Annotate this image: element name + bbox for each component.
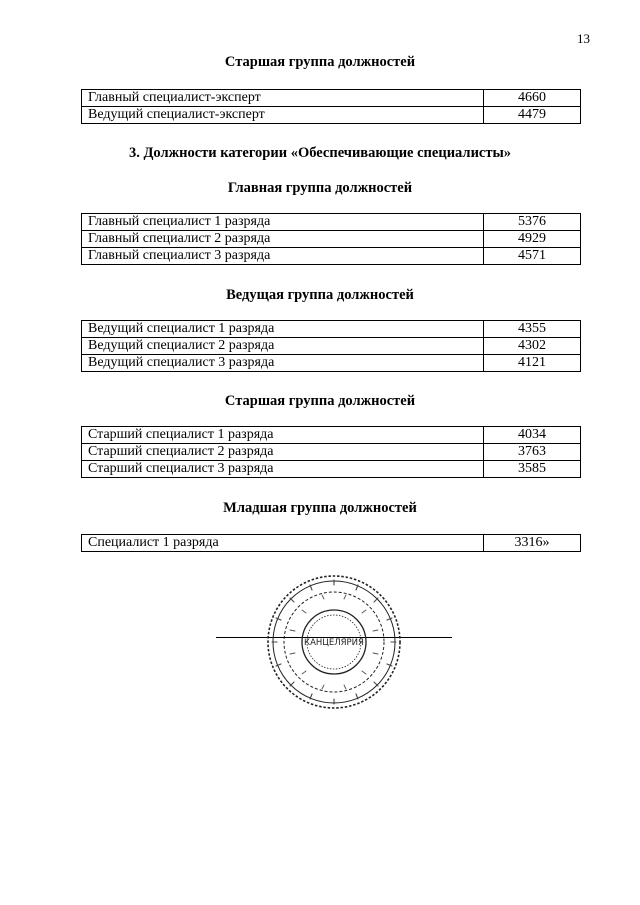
salary-value: 4929: [484, 231, 581, 248]
section-heading: Главная группа должностей: [227, 180, 413, 196]
position-title: Старший специалист 2 разряда: [82, 444, 484, 461]
section-heading: Ведущая группа должностей: [226, 287, 414, 303]
table-row: [82, 248, 581, 265]
salary-value: 5376: [484, 214, 581, 231]
salary-table: [81, 534, 581, 552]
section-heading: Старшая группа должностей: [224, 393, 416, 409]
position-title: Главный специалист 2 разряда: [82, 231, 484, 248]
position-title: Специалист 1 разряда: [82, 535, 484, 552]
salary-value: 4660: [484, 90, 581, 107]
table-row: [82, 461, 581, 478]
salary-value: 3316»: [484, 535, 581, 552]
position-title: Старший специалист 3 разряда: [82, 461, 484, 478]
salary-value: 4121: [484, 355, 581, 372]
salary-value: 3763: [484, 444, 581, 461]
salary-table: [81, 320, 581, 372]
position-title: Ведущий специалист-эксперт: [82, 107, 484, 124]
position-title: Ведущий специалист 2 разряда: [82, 338, 484, 355]
category-heading: 3. Должности категории «Обеспечивающие специалисты»: [128, 145, 512, 161]
table-row: [82, 107, 581, 124]
position-title: Главный специалист-эксперт: [82, 90, 484, 107]
table-row: [82, 338, 581, 355]
position-title: Старший специалист 1 разряда: [82, 427, 484, 444]
salary-value: 4302: [484, 338, 581, 355]
salary-value: 4355: [484, 321, 581, 338]
salary-table: [81, 426, 581, 478]
table-row: [82, 231, 581, 248]
table-row: [82, 214, 581, 231]
salary-value: 3585: [484, 461, 581, 478]
salary-value: 4479: [484, 107, 581, 124]
page-number: 13: [577, 31, 590, 46]
position-title: Главный специалист 1 разряда: [82, 214, 484, 231]
position-title: Главный специалист 3 разряда: [82, 248, 484, 265]
salary-value: 4571: [484, 248, 581, 265]
official-seal: [260, 568, 408, 716]
position-title: Ведущий специалист 1 разряда: [82, 321, 484, 338]
section-heading: Старшая группа должностей: [224, 54, 416, 70]
table-row: [82, 535, 581, 552]
table-row: [82, 355, 581, 372]
salary-table: [81, 213, 581, 265]
table-row: [82, 427, 581, 444]
salary-value: 4034: [484, 427, 581, 444]
position-title: Ведущий специалист 3 разряда: [82, 355, 484, 372]
table-row: [82, 444, 581, 461]
section-heading: Младшая группа должностей: [223, 500, 417, 516]
table-row: [82, 90, 581, 107]
stamp-center-text: КАНЦЕЛЯРИЯ: [304, 638, 364, 648]
table-row: [82, 321, 581, 338]
salary-table: [81, 89, 581, 124]
